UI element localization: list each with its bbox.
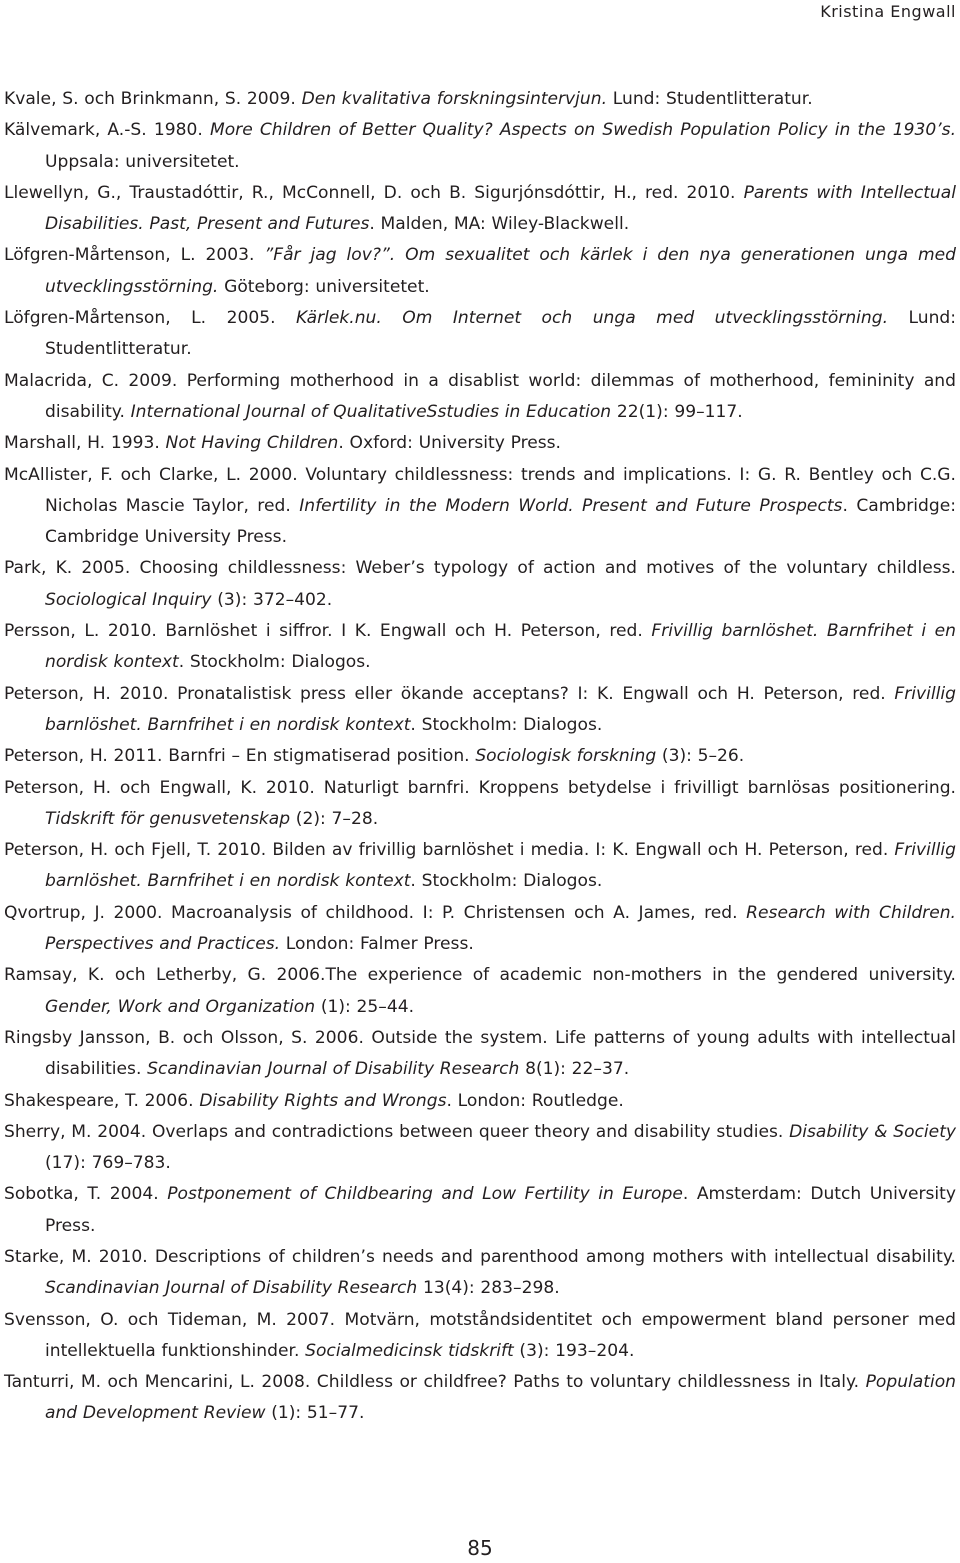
reference-text: Ringsby Jansson, B. och Olsson, S. 2006. Outside the system. Life patterns of young adults with intellectual disabilities.: [4, 1027, 956, 1080]
reference-text: Peterson, H. och Engwall, K. 2010. Naturligt barnfri. Kroppens betydelse i frivilligt barnlösas positionering.: [4, 777, 956, 798]
reference-text: McAllister, F. och Clarke, L. 2000. Voluntary childlessness: trends and implications. I: G. R. Bentley och C.G. Nicholas Mascie Taylor, red.: [4, 464, 956, 516]
reference-entry: [4, 1023, 956, 1086]
reference-text: (2): 7–28.: [290, 808, 379, 829]
reference-text: . London: Routledge.: [446, 1090, 624, 1111]
reference-title: Gender, Work and Organization: [45, 996, 316, 1017]
reference-text: (17): 769–783.: [45, 1153, 171, 1174]
reference-entry: [4, 84, 956, 115]
reference-text: Lund: Studentlitteratur.: [45, 308, 957, 360]
reference-text: Sobotka, T. 2004.: [4, 1184, 168, 1205]
reference-entry: [4, 898, 956, 961]
reference-title: Not Having Children: [165, 433, 339, 454]
reference-entry: [4, 1242, 956, 1305]
reference-title: Postponement of Childbearing and Low Fertility in Europe: [167, 1184, 683, 1205]
reference-text: . Stockholm: Dialogos.: [178, 652, 371, 673]
reference-text: Tanturri, M. och Mencarini, L. 2008. Childless or childfree? Paths to voluntary childlessness in Italy.: [4, 1372, 866, 1393]
reference-entry: [4, 616, 956, 679]
reference-text: London: Falmer Press.: [280, 934, 474, 955]
reference-entry: [4, 303, 956, 366]
reference-title: Kärlek.nu. Om Internet och unga med utvecklingsstörning.: [296, 308, 889, 329]
reference-text: . Cambridge: Cambridge University Press.: [45, 495, 956, 548]
reference-text: Llewellyn, G., Traustadóttir, R., McConnell, D. och B. Sigurjónsdóttir, H., red. 2010.: [4, 182, 744, 203]
reference-text: . Malden, MA: Wiley-Blackwell.: [369, 214, 630, 235]
running-header-author: Kristina Engwall: [820, 2, 956, 21]
reference-entry: [4, 960, 956, 1023]
reference-text: Kälvemark, A.-S. 1980.: [4, 120, 210, 141]
reference-text: . Stockholm: Dialogos.: [410, 871, 603, 892]
reference-title: Socialmedicinsk tidskrift: [305, 1340, 514, 1361]
reference-entry: [4, 1367, 956, 1430]
reference-text: Sherry, M. 2004. Overlaps and contradictions between queer theory and disability studies.: [4, 1121, 790, 1142]
reference-entry: [4, 240, 956, 303]
reference-text: Peterson, H. 2010. Pronatalistisk press eller ökande acceptans? I: K. Engwall och H. Peterson, red.: [4, 683, 895, 704]
reference-text: Kvale, S. och Brinkmann, S. 2009.: [4, 89, 302, 109]
reference-text: Persson, L. 2010. Barnlöshet i siffror. I K. Engwall och H. Peterson, red.: [4, 621, 652, 642]
reference-title: Infertility in the Modern World. Present and Future Prospects: [299, 495, 843, 516]
reference-text: 8(1): 22–37.: [519, 1059, 630, 1080]
reference-entry: [4, 1117, 956, 1180]
reference-text: Marshall, H. 1993.: [4, 433, 166, 454]
reference-text: Malacrida, C. 2009. Performing motherhood in a disablist world: dilemmas of motherhood, femininity and disability.: [4, 370, 956, 422]
reference-list: [4, 84, 956, 1430]
reference-title: Frivillig barnlöshet. Barnfrihet i en nordisk kontext: [45, 683, 956, 735]
reference-entry: [4, 460, 956, 554]
reference-title: Population and Development Review: [45, 1372, 956, 1424]
reference-text: Park, K. 2005. Choosing childlessness: Weber’s typology of action and motives of the voluntary childless.: [4, 558, 956, 579]
reference-title: Scandinavian Journal of Disability Research: [45, 1278, 418, 1299]
reference-text: (1): 51–77.: [265, 1403, 365, 1424]
reference-text: Göteborg: universitetet.: [218, 276, 430, 297]
reference-entry: [4, 679, 956, 742]
reference-text: (1): 25–44.: [315, 996, 415, 1017]
reference-text: Ramsay, K. och Letherby, G. 2006.The experience of academic non-mothers in the gendered university.: [4, 965, 956, 986]
reference-entry: [4, 178, 956, 241]
reference-text: 13(4): 283–298.: [417, 1278, 560, 1299]
reference-title: Research with Children. Perspectives and Practices.: [45, 902, 956, 955]
reference-entry: [4, 115, 956, 178]
reference-title: Frivillig barnlöshet. Barnfrihet i en nordisk kontext: [45, 840, 956, 892]
reference-entry: [4, 366, 956, 429]
reference-title: Disability Rights and Wrongs: [199, 1090, 447, 1111]
reference-title: Disability & Society: [789, 1121, 957, 1142]
reference-entry: [4, 1086, 956, 1117]
reference-text: (3): 193–204.: [513, 1340, 635, 1361]
reference-entry: [4, 553, 956, 616]
reference-entry: [4, 741, 956, 772]
reference-text: Peterson, H. och Fjell, T. 2010. Bilden av frivillig barnlöshet i media. I: K. Engwall och H. Peterson, red.: [4, 840, 895, 861]
reference-text: (3): 372–402.: [211, 589, 333, 610]
reference-text: . Stockholm: Dialogos.: [410, 714, 603, 735]
reference-title: More Children of Better Quality? Aspects on Swedish Population Policy in the 1930’s.: [209, 120, 956, 141]
reference-entry: [4, 773, 956, 836]
reference-text: Svensson, O. och Tideman, M. 2007. Motvärn, motståndsidentitet och empowerment bland personer med intellektuella funktionshinder.: [4, 1309, 956, 1361]
reference-title: Tidskrift för genusvetenskap: [45, 808, 291, 829]
reference-title: Sociological Inquiry: [45, 589, 212, 610]
reference-text: Uppsala: universitetet.: [45, 151, 240, 172]
reference-text: . Amsterdam: Dutch University Press.: [45, 1184, 957, 1236]
reference-title: Sociologisk forskning: [475, 746, 657, 767]
reference-title: International Journal of QualitativeSstudies in Education: [130, 401, 612, 422]
reference-text: Shakespeare, T. 2006.: [4, 1090, 200, 1111]
reference-entry: [4, 1179, 956, 1242]
reference-text: Lund: Studentlitteratur.: [607, 89, 813, 109]
reference-text: Qvortrup, J. 2000. Macroanalysis of childhood. I: P. Christensen och A. James, red.: [4, 902, 747, 923]
reference-title: Den kvalitativa forskningsintervjun.: [301, 89, 608, 109]
reference-text: Löfgren-Mårtenson, L. 2003.: [4, 245, 265, 266]
reference-text: Löfgren-Mårtenson, L. 2005.: [4, 308, 296, 329]
reference-title: Scandinavian Journal of Disability Research: [147, 1059, 520, 1080]
reference-entry: [4, 428, 956, 459]
reference-text: Starke, M. 2010. Descriptions of children’s needs and parenthood among mothers with intellectual disability.: [4, 1246, 956, 1267]
reference-text: Peterson, H. 2011. Barnfri – En stigmatiserad position.: [4, 746, 476, 767]
reference-text: (3): 5–26.: [656, 746, 745, 767]
reference-entry: [4, 1305, 956, 1368]
page-number: 85: [467, 1536, 493, 1560]
reference-title: Frivillig barnlöshet. Barnfrihet i en nordisk kontext: [45, 621, 956, 673]
reference-text: 22(1): 99–117.: [611, 401, 743, 422]
reference-title: Parents with Intellectual Disabilities. Past, Present and Futures: [45, 182, 956, 235]
reference-text: . Oxford: University Press.: [338, 433, 561, 454]
reference-title: ”Får jag lov?”. Om sexualitet och kärlek i den nya generationen unga med utvecklingsstörning.: [45, 245, 957, 297]
reference-entry: [4, 835, 956, 898]
